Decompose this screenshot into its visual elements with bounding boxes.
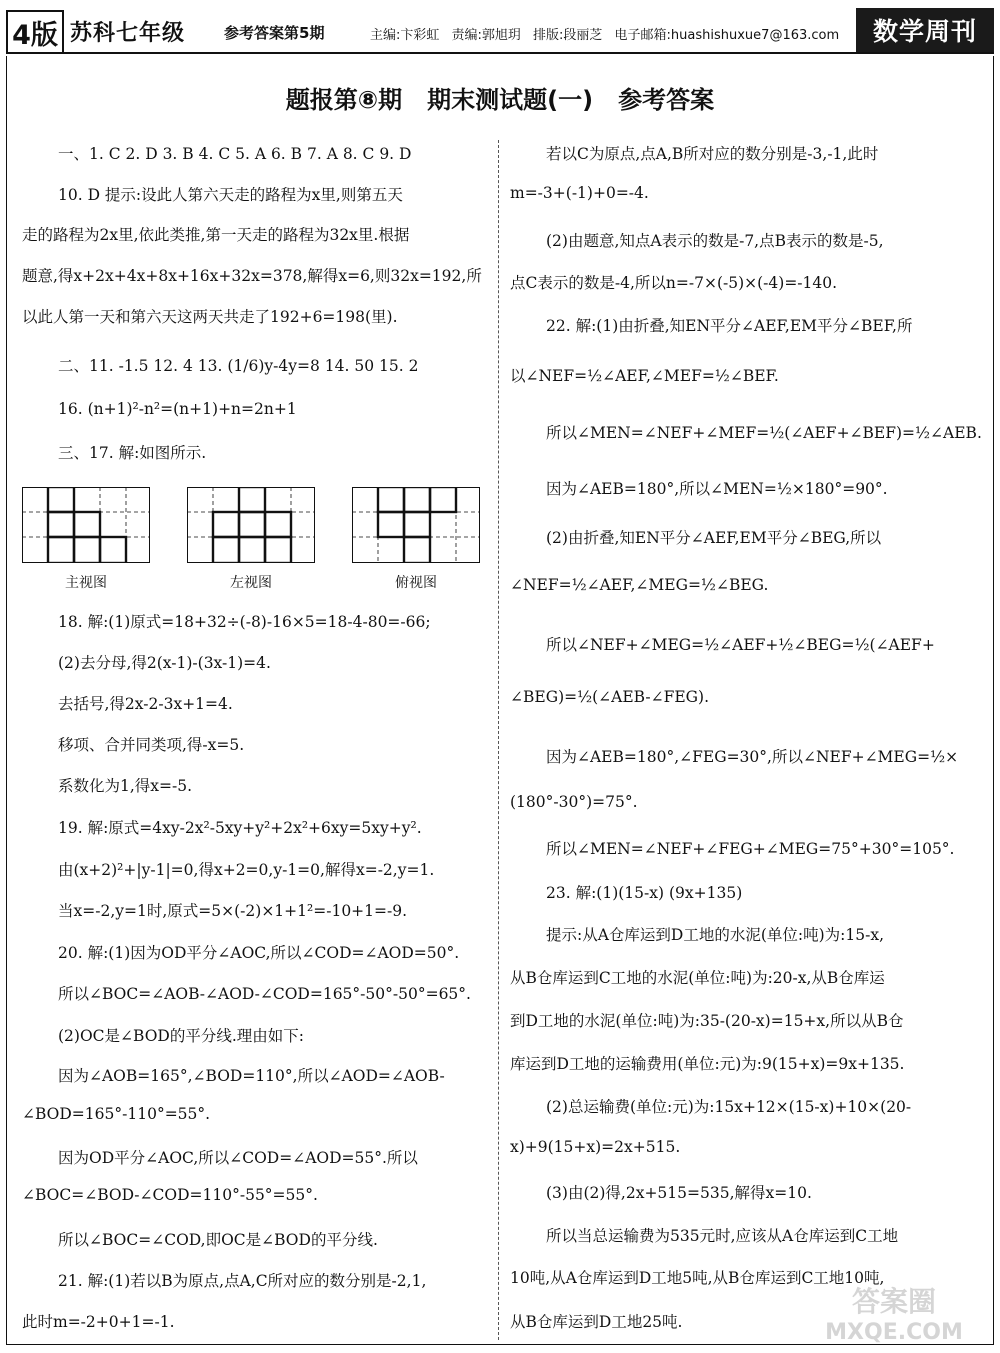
right-text-line: (2)由折叠,知EN平分∠AEF,EM平分∠BEG,所以	[546, 529, 882, 547]
right-text-line: 所以∠NEF+∠MEG=½∠AEF+½∠BEG=½(∠AEF+	[546, 636, 935, 654]
left-text-line: (2)OC是∠BOD的平分线.理由如下:	[58, 1027, 304, 1045]
left-text-line: 此时m=-2+0+1=-1.	[22, 1313, 175, 1331]
right-text-line: 库运到D工地的运输费用(单位:元)为:9(15+x)=9x+135.	[510, 1055, 905, 1073]
header-rule	[6, 52, 994, 54]
right-text-line: ∠NEF=½∠AEF,∠MEG=½∠BEG.	[510, 576, 769, 594]
front-view-figure	[22, 487, 150, 563]
right-text-line: 所以∠MEN=∠NEF+∠MEF=½(∠AEF+∠BEF)=½∠AEB.	[546, 424, 982, 442]
left-text-line: 以此人第一天和第六天这两天共走了192+6=198(里).	[22, 308, 398, 326]
left-text-line: 当x=-2,y=1时,原式=5×(-2)×1+1²=-10+1=-9.	[58, 902, 408, 920]
right-text-line: m=-3+(-1)+0=-4.	[510, 184, 649, 202]
right-text-line: 从B仓库运到D工地25吨.	[510, 1313, 683, 1331]
grade-label: 苏科七年级	[70, 21, 186, 46]
right-text-line: 提示:从A仓库运到D工地的水泥(单位:吨)为:15-x,	[546, 926, 885, 944]
left-text-line: 去括号,得2x-2-3x+1=4.	[58, 695, 233, 713]
edition-number: 4版	[6, 10, 64, 54]
right-text-line: (3)由(2)得,2x+515=535,解得x=10.	[546, 1184, 812, 1202]
left-text-line: 所以∠BOC=∠COD,即OC是∠BOD的平分线.	[58, 1231, 378, 1249]
editor-credits: 主编:卞彩虹 责编:郭旭玥 排版:段丽芝 电子邮箱:huashishuxue7@163.com	[370, 28, 840, 43]
watermark-logo	[804, 1277, 984, 1347]
right-text-line: 22. 解:(1)由折叠,知EN平分∠AEF,EM平分∠BEF,所	[546, 317, 913, 335]
brand-logo: 数学周刊	[856, 8, 994, 52]
left-text-line: ∠BOC=∠BOD-∠COD=110°-55°=55°.	[22, 1186, 318, 1204]
left-text-line: 移项、合并同类项,得-x=5.	[58, 736, 245, 754]
left-text-line: 10. D 提示:设此人第六天走的路程为x里,则第五天	[58, 186, 403, 204]
right-text-line: 到D工地的水泥(单位:吨)为:35-(20-x)=15+x,所以从B仓	[510, 1012, 904, 1030]
left-text-line: 16. (n+1)²-n²=(n+1)+n=2n+1	[58, 400, 297, 418]
top-view-figure	[352, 487, 480, 563]
left-text-line: 21. 解:(1)若以B为原点,点A,C所对应的数分别是-2,1,	[58, 1272, 427, 1290]
page-title: 题报第⑧期 期末测试题(一) 参考答案	[285, 86, 715, 114]
right-text-line: 所以当总运输费为535元时,应该从A仓库运到C工地	[546, 1227, 899, 1245]
right-text-line: 点C表示的数是-4,所以n=-7×(-5)×(-4)=-140.	[510, 274, 838, 292]
left-text-line: 三、17. 解:如图所示.	[58, 444, 207, 462]
svg-text:MXQE.COM: MXQE.COM	[825, 1320, 963, 1345]
right-text-line: 若以C为原点,点A,B所对应的数分别是-3,-1,此时	[546, 145, 879, 163]
right-text-line: 23. 解:(1)(15-x) (9x+135)	[546, 884, 743, 902]
left-view-figure	[187, 487, 315, 563]
page-header	[6, 6, 994, 56]
svg-text:答案圈: 答案圈	[851, 1285, 937, 1318]
left-text-line: 因为∠AOB=165°,∠BOD=110°,所以∠AOD=∠AOB-	[58, 1067, 445, 1085]
right-text-line: (180°-30°)=75°.	[510, 793, 638, 811]
right-text-line: x)+9(15+x)=2x+515.	[510, 1138, 681, 1156]
left-text-line: 所以∠BOC=∠AOB-∠AOD-∠COD=165°-50°-50°=65°.	[58, 985, 471, 1003]
right-text-line: 从B仓库运到C工地的水泥(单位:吨)为:20-x,从B仓库运	[510, 969, 885, 987]
left-text-line: 二、11. -1.5 12. 4 13. (1/6)y-4y=8 14. 50 15. 2	[58, 357, 419, 375]
left-text-line: 18. 解:(1)原式=18+32÷(-8)-16×5=18-4-80=-66;	[58, 613, 431, 631]
right-text-line: 因为∠AEB=180°,所以∠MEN=½×180°=90°.	[546, 480, 888, 498]
left-text-line: 题意,得x+2x+4x+8x+16x+32x=378,解得x=6,则32x=192,所	[22, 267, 482, 285]
left-text-line: ∠BOD=165°-110°=55°.	[22, 1105, 211, 1123]
left-text-line: 一、1. C 2. D 3. B 4. C 5. A 6. B 7. A 8. C 9. D	[58, 145, 412, 163]
right-text-line: 10吨,从A仓库运到D工地5吨,从B仓库运到C工地10吨,	[510, 1269, 885, 1287]
left-text-line: 系数化为1,得x=-5.	[58, 777, 193, 795]
left-text-line: 19. 解:原式=4xy-2x²-5xy+y²+2x²+6xy=5xy+y².	[58, 819, 422, 837]
right-text-line: ∠BEG)=½(∠AEB-∠FEG).	[510, 688, 710, 706]
left-text-line: 因为OD平分∠AOC,所以∠COD=∠AOD=55°.所以	[58, 1149, 418, 1167]
column-divider	[498, 140, 499, 1340]
issue-label: 参考答案第5期	[224, 24, 325, 42]
left-text-line: 20. 解:(1)因为OD平分∠AOC,所以∠COD=∠AOD=50°.	[58, 944, 460, 962]
top-view-caption: 俯视图	[395, 575, 437, 591]
right-text-line: (2)总运输费(单位:元)为:15x+12×(15-x)+10×(20-	[546, 1098, 912, 1116]
left-text-line: 走的路程为2x里,依此类推,第一天走的路程为32x里.根据	[22, 226, 410, 244]
left-view-caption: 左视图	[230, 575, 272, 591]
right-text-line: 因为∠AEB=180°,∠FEG=30°,所以∠NEF+∠MEG=½×	[546, 748, 959, 766]
left-text-line: (2)去分母,得2(x-1)-(3x-1)=4.	[58, 654, 271, 672]
right-text-line: (2)由题意,知点A表示的数是-7,点B表示的数是-5,	[546, 232, 884, 250]
left-text-line: 由(x+2)²+|y-1|=0,得x+2=0,y-1=0,解得x=-2,y=1.	[58, 861, 435, 879]
right-text-line: 所以∠MEN=∠NEF+∠FEG+∠MEG=75°+30°=105°.	[546, 840, 955, 858]
right-text-line: 以∠NEF=½∠AEF,∠MEF=½∠BEF.	[510, 367, 779, 385]
front-view-caption: 主视图	[65, 575, 107, 591]
